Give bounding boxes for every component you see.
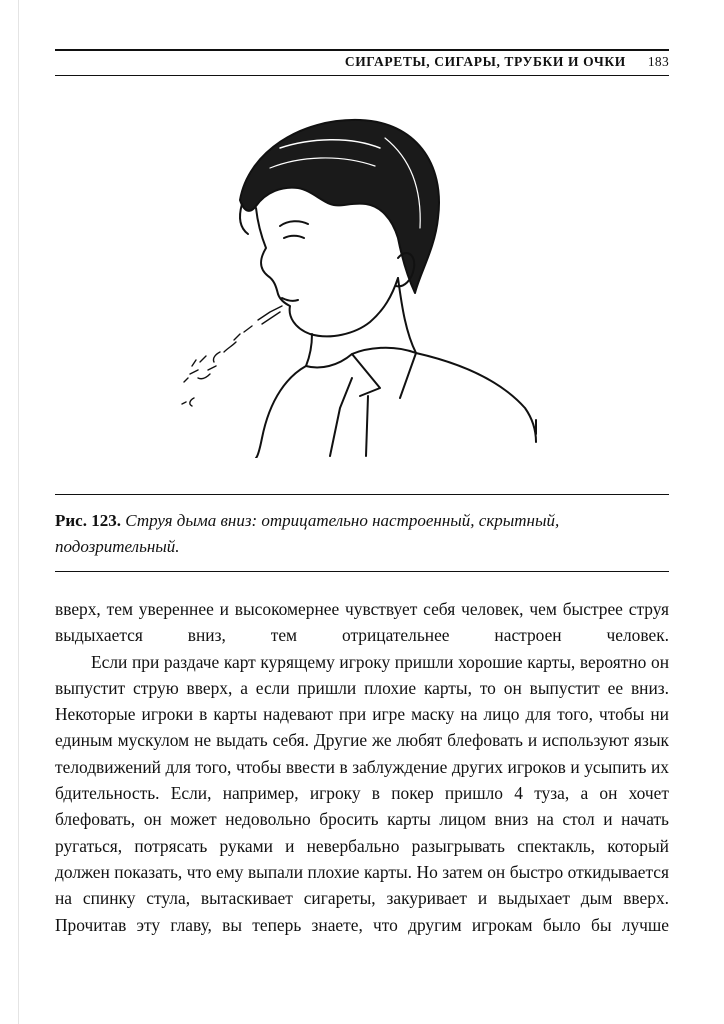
paragraph-2: Если при раздаче карт курящему игроку пришли хорошие карты, вероятно он выпустит струю вверх, а если пришли плохие карты, то он выпустит ее вниз. Некоторые игроки в карты надевают при игре маску на лицо для того, чтобы ни единым мускулом не выдать себя. Другие же любят блефовать и используют язык телодвижений для того, чтобы ввести в заблуждение других игроков и усыпить их бдительность. Если, например, игроку в покер пришло 4 туза, а он хочет блефовать, он может недовольно бросить карты лицом вниз на стол и начать ругаться, потрясать руками и невербально разыгрывать спектакль, который должен показать, что ему выпали плохие карты. Но затем он быстро откидывается на спинку стула, вытаскивает сигареты, закуривает и выдыхает дым вверх. Прочитав эту главу, вы теперь знаете, что другим игрокам было бы лучше <box>55 651 669 935</box>
face-profile <box>256 208 398 336</box>
caption-label: Рис. 123. <box>55 511 121 530</box>
hair <box>240 120 439 293</box>
body-text <box>55 596 669 938</box>
running-header-title: СИГАРЕТЫ, СИГАРЫ, ТРУБКИ И ОЧКИ <box>344 54 626 69</box>
running-header <box>55 54 669 74</box>
figure-caption <box>55 508 669 560</box>
collar <box>306 354 380 396</box>
smoke-stream <box>182 306 282 406</box>
paragraph-1: вверх, тем увереннее и высокомернее чувствует себя человек, чем быстрее струя выдыхается вниз, тем отрицательнее настроен человек. <box>55 599 669 646</box>
header-rule-top <box>55 49 669 51</box>
header-rule-bottom <box>55 75 669 76</box>
caption-text: Струя дыма вниз: отрицательно настроенный, скрытный, подозрительный. <box>55 511 560 556</box>
shirt-right <box>416 353 536 442</box>
shirt-left <box>256 366 306 458</box>
caption-rule-top <box>55 494 669 495</box>
caption-rule-bottom <box>55 571 669 572</box>
page-edge <box>18 0 19 1024</box>
tie <box>330 378 352 456</box>
smoking-man-illustration <box>170 108 560 458</box>
page-number: 183 <box>647 54 669 69</box>
